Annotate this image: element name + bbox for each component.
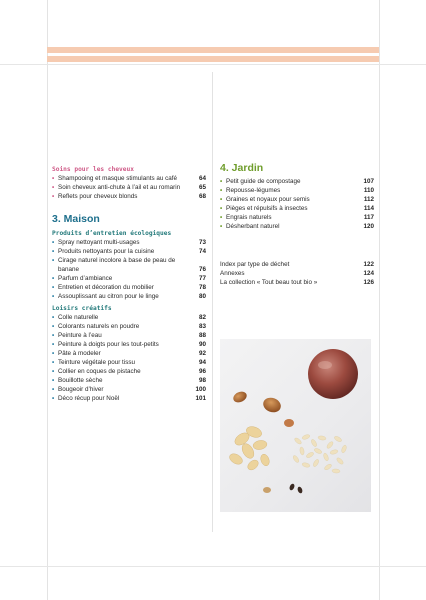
toc-entry-title: Graines et noyaux pour semis — [226, 196, 310, 203]
toc-entry[interactable] — [52, 238, 206, 247]
toc-entry[interactable] — [52, 313, 206, 322]
toc-entry-page: 122 — [363, 261, 374, 268]
toc-entry-title: Désherbant naturel — [226, 223, 280, 230]
pumpkin-seeds — [228, 425, 271, 472]
toc-entry-page: 124 — [363, 270, 374, 277]
toc-entry-title: Entretien et décoration du mobilier — [58, 284, 154, 291]
toc-entry-page: 101 — [195, 395, 206, 402]
toc-entry-page: 112 — [363, 196, 374, 203]
toc-entry-page: 65 — [198, 184, 206, 191]
toc-entry-title: Parfum d’ambiance — [58, 275, 113, 282]
bullet-icon: • — [52, 386, 55, 393]
pit-shape — [284, 419, 294, 427]
seed-shape — [263, 487, 271, 493]
toc-entry[interactable] — [52, 247, 206, 256]
toc-entry[interactable] — [52, 292, 206, 301]
section-heading-cleaning-products: Produits d’entretien écologiques — [52, 230, 172, 237]
bullet-icon: • — [52, 341, 55, 348]
melon-seeds — [292, 434, 347, 474]
toc-entry-page: 77 — [198, 275, 206, 282]
toc-entry[interactable] — [52, 367, 206, 376]
header-band-top — [47, 47, 379, 53]
toc-entry-title: Bouillotte sèche — [58, 377, 103, 384]
toc-entry[interactable] — [52, 183, 206, 192]
toc-entry-title: Shampooing et masque stimulants au café — [58, 175, 178, 182]
bullet-icon: • — [220, 187, 223, 194]
toc-entry[interactable] — [52, 394, 206, 403]
toc-entry[interactable] — [220, 260, 374, 269]
header-band-bottom — [47, 56, 379, 62]
bullet-icon: • — [220, 205, 223, 212]
toc-entry-page: 76 — [198, 266, 206, 273]
toc-entry[interactable] — [220, 204, 374, 213]
appendix-list — [220, 260, 374, 287]
toc-entry[interactable] — [220, 177, 374, 186]
toc-entry[interactable] — [52, 274, 206, 283]
toc-entry[interactable] — [52, 174, 206, 183]
toc-entry-title: Teinture végétale pour tissu — [58, 359, 136, 366]
toc-entry[interactable] — [220, 222, 374, 231]
toc-entry-title: Reflets pour cheveux blonds — [58, 193, 138, 200]
bullet-icon: • — [52, 257, 55, 264]
bullet-icon: • — [52, 314, 55, 321]
toc-entry[interactable] — [52, 331, 206, 340]
toc-entry[interactable] — [52, 349, 206, 358]
toc-entry[interactable] — [52, 385, 206, 394]
bullet-icon: • — [52, 248, 55, 255]
page-margin-line-left — [47, 0, 48, 600]
toc-entry[interactable] — [220, 278, 374, 287]
cleaning-products-list — [52, 238, 206, 301]
page-margin-line-right — [379, 0, 380, 600]
toc-entry-page: 78 — [198, 284, 206, 291]
toc-entry-page: 114 — [363, 205, 374, 212]
footer-rule — [0, 566, 426, 567]
toc-entry-page: 110 — [363, 187, 374, 194]
toc-entry-page: 68 — [198, 193, 206, 200]
toc-entry-title: Peinture à l’eau — [58, 332, 102, 339]
toc-entry-page: 92 — [198, 350, 206, 357]
bullet-icon: • — [220, 196, 223, 203]
toc-entry-title: Soin cheveux anti-chute à l’ail et au romarin — [58, 184, 181, 191]
toc-entry-title: Colle naturelle — [58, 314, 99, 321]
toc-entry-title: Engrais naturels — [226, 214, 272, 221]
toc-entry-title: Pâte à modeler — [58, 350, 101, 357]
toc-entry[interactable] — [52, 283, 206, 292]
toc-entry[interactable] — [52, 322, 206, 331]
toc-entry-title: Peinture à doigts pour les tout-petits — [58, 341, 159, 348]
bullet-icon: • — [52, 368, 55, 375]
toc-entry-page: 120 — [363, 223, 374, 230]
bullet-icon: • — [220, 214, 223, 221]
toc-entry-page: 80 — [198, 293, 206, 300]
section-heading-creative-leisure: Loisirs créatifs — [52, 305, 112, 312]
seeds-photo — [220, 339, 371, 512]
toc-entry[interactable] — [52, 376, 206, 385]
toc-entry-page: 88 — [198, 332, 206, 339]
bullet-icon: • — [52, 377, 55, 384]
column-divider — [212, 72, 213, 532]
bullet-icon: • — [52, 359, 55, 366]
toc-entry-page: 74 — [198, 248, 206, 255]
toc-entry-page: 90 — [198, 341, 206, 348]
toc-entry-title: Index par type de déchet — [220, 261, 290, 268]
hair-care-list — [52, 174, 206, 201]
toc-entry-title: Pièges et répulsifs à insectes — [226, 205, 308, 212]
creative-leisure-list — [52, 313, 206, 403]
toc-entry-page: 82 — [198, 314, 206, 321]
bullet-icon: • — [52, 193, 55, 200]
toc-entry-title: Déco récup pour Noël — [58, 395, 120, 402]
toc-entry-title: Repousse-légumes — [226, 187, 281, 194]
toc-entry-title: Assouplissant au citron pour le linge — [58, 293, 159, 300]
bullet-icon: • — [220, 223, 223, 230]
chapter-title-maison: 3. Maison — [52, 213, 100, 225]
fruit-shape — [308, 349, 358, 399]
toc-entry-page: 94 — [198, 359, 206, 366]
toc-entry-title: Bougeoir d’hiver — [58, 386, 104, 393]
bullet-icon: • — [52, 184, 55, 191]
bullet-icon: • — [52, 239, 55, 246]
header-rule — [0, 64, 426, 65]
section-heading-hair-care: Soins pour les cheveux — [52, 166, 134, 173]
toc-entry-page: 100 — [195, 386, 206, 393]
toc-entry[interactable] — [52, 340, 206, 349]
toc-left-column — [52, 165, 206, 403]
bullet-icon: • — [52, 323, 55, 330]
toc-entry[interactable] — [52, 358, 206, 367]
toc-entry[interactable] — [220, 269, 374, 278]
toc-entry-title: Produits nettoyants pour la cuisine — [58, 248, 155, 255]
toc-right-column — [220, 161, 374, 287]
pit-shape — [232, 390, 249, 405]
toc-entry[interactable] — [220, 186, 374, 195]
dark-seeds — [289, 483, 304, 494]
toc-entry[interactable] — [52, 192, 206, 201]
bullet-icon: • — [52, 332, 55, 339]
garden-list — [220, 177, 374, 231]
toc-entry-page: 117 — [363, 214, 374, 221]
toc-entry-title: Colorants naturels en poudre — [58, 323, 140, 330]
toc-entry[interactable] — [52, 256, 206, 274]
toc-entry-page: 126 — [363, 279, 374, 286]
bullet-icon: • — [52, 175, 55, 182]
toc-entry-title: La collection « Tout beau tout bio » — [220, 279, 318, 286]
toc-entry-page: 98 — [198, 377, 206, 384]
toc-entry[interactable] — [220, 213, 374, 222]
seeds-illustration — [220, 339, 371, 512]
bullet-icon: • — [52, 284, 55, 291]
toc-entry-title: Spray nettoyant multi-usages — [58, 239, 140, 246]
toc-entry[interactable] — [220, 195, 374, 204]
chapter-title-jardin: 4. Jardin — [220, 162, 264, 174]
toc-entry-title: Collier en coques de pistache — [58, 368, 141, 375]
toc-entry-page: 83 — [198, 323, 206, 330]
toc-entry-page: 73 — [198, 239, 206, 246]
bullet-icon: • — [220, 178, 223, 185]
bullet-icon: • — [52, 350, 55, 357]
bullet-icon: • — [52, 395, 55, 402]
fruit-highlight — [318, 361, 332, 369]
toc-entry-title: Petit guide de compostage — [226, 178, 301, 185]
toc-entry-title: Annexes — [220, 270, 245, 277]
bullet-icon: • — [52, 293, 55, 300]
toc-entry-page: 64 — [198, 175, 206, 182]
bullet-icon: • — [52, 275, 55, 282]
pit-shape — [261, 395, 283, 414]
toc-entry-page: 96 — [198, 368, 206, 375]
toc-entry-title: Cirage naturel incolore à base de peau de banane — [58, 257, 176, 273]
toc-entry-page: 107 — [363, 178, 374, 185]
